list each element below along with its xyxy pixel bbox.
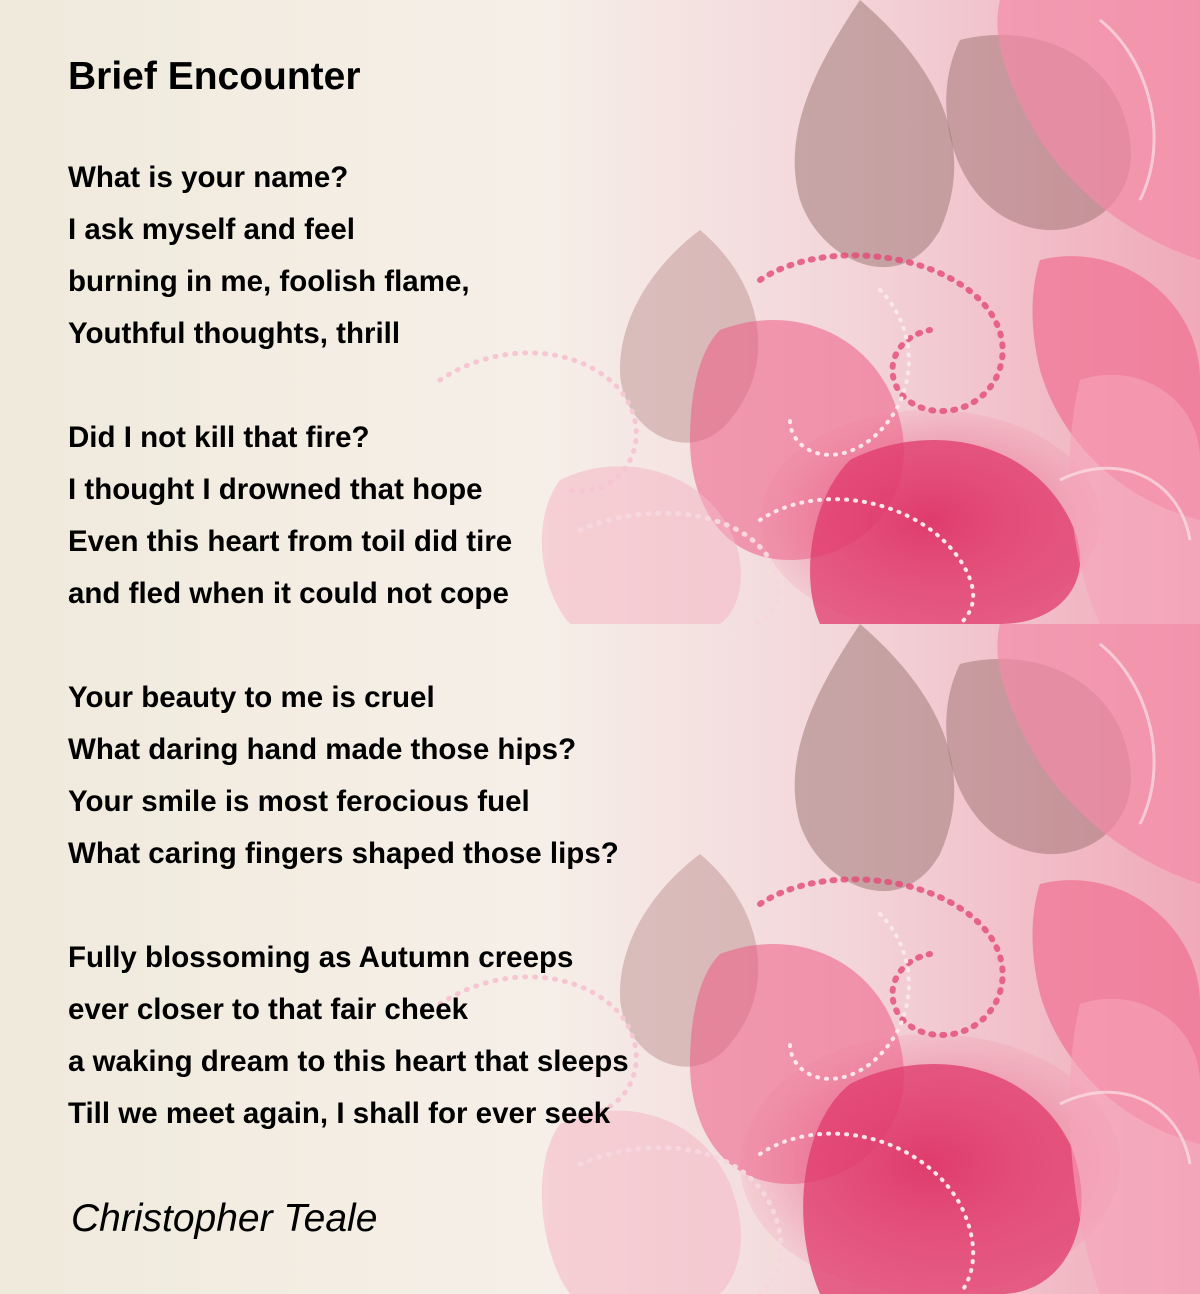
poem-line: Fully blossoming as Autumn creeps <box>68 941 574 974</box>
poem-line: Till we meet again, I shall for ever seek <box>68 1097 611 1130</box>
poem-line: What is your name? <box>68 161 349 194</box>
poem-line: and fled when it could not cope <box>68 577 509 610</box>
poem-line: What daring hand made those hips? <box>68 733 577 766</box>
poem-line: I ask myself and feel <box>68 213 355 246</box>
stanza-4 <box>68 932 629 1140</box>
poem-line: burning in me, foolish flame, <box>68 265 470 298</box>
stanza-2 <box>68 412 512 620</box>
stanza-1 <box>68 152 470 360</box>
poem-line: a waking dream to this heart that sleeps <box>68 1045 629 1078</box>
poem-line: What caring fingers shaped those lips? <box>68 837 619 870</box>
poem-line: Your beauty to me is cruel <box>68 681 435 714</box>
poem-title: Brief Encounter <box>68 55 361 98</box>
poem-author: Christopher Teale <box>71 1197 378 1240</box>
stanza-3 <box>68 672 619 880</box>
poem-line: ever closer to that fair cheek <box>68 993 469 1026</box>
poem-line: Your smile is most ferocious fuel <box>68 785 530 818</box>
poem-line: Did I not kill that fire? <box>68 421 370 454</box>
poem-line: Youthful thoughts, thrill <box>68 317 401 350</box>
poem-line: I thought I drowned that hope <box>68 473 483 506</box>
poem-line: Even this heart from toil did tire <box>68 525 513 558</box>
